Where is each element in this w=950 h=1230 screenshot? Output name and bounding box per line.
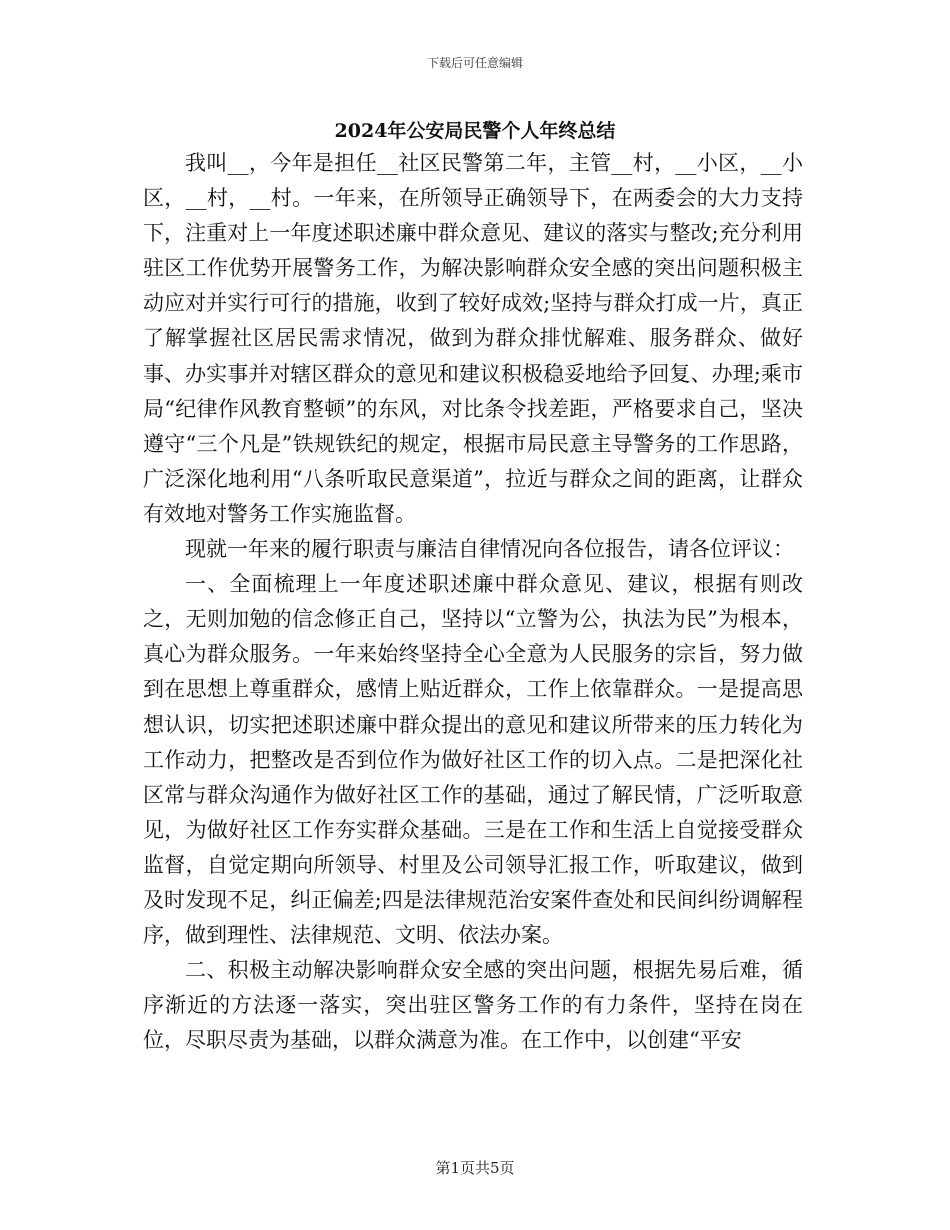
document-title: 2024年公安局民警个人年终总结 <box>334 120 616 142</box>
document-body <box>143 146 803 1058</box>
paragraph: 现就一年来的履行职责与廉洁自律情况向各位报告，请各位评议： <box>185 537 794 562</box>
header-note: 下载后可任意编辑 <box>426 56 523 70</box>
paragraph: 我叫__，今年是担任__社区民警第二年，主管__村，__小区，__小区，__村，__村。一年来，在所领导正确领导下，在两委会的大力支持下，注重对上一年度述职述廉中群众意见、建议的落实与整改;充分利用驻区工作优势开展警务工作，为解决影响群众安全感的突出问题积极主动应对并实行可行的措施，收到了较好成效;坚持与群众打成一片，真正了解掌握社区居民需求情况，做到为群众排忧解难、服务群众、做好事、办实事并对辖区群众的意见和建议积极稳妥地给予回复、办理;乘市局“纪律作风教育整顿”的东风，对比条令找差距，严格要求自己，坚决遵守“三个凡是”铁规铁纪的规定，根据市局民意主导警务的工作思路，广泛深化地利用“八条听取民意渠道”，拉近与群众之间的距离，让群众有效地对警务工作实施监督。 <box>143 151 803 526</box>
paragraph: 二、积极主动解决影响群众安全感的突出问题，根据先易后难，循序渐近的方法逐一落实，突出驻区警务工作的有力条件，坚持在岗在位，尽职尽责为基础，以群众满意为准。在工作中，以创建“平安 <box>143 958 803 1053</box>
page-footer: 第1页共5页 <box>435 1159 515 1177</box>
paragraph: 一、全面梳理上一年度述职述廉中群众意见、建议，根据有则改之，无则加勉的信念修正自己，坚持以“立警为公，执法为民”为根本，真心为群众服务。一年来始终坚持全心全意为人民服务的宗旨，努力做到在思想上尊重群众，感情上贴近群众，工作上依靠群众。一是提高思想认识，切实把述职述廉中群众提出的意见和建议所带来的压力转化为工作动力，把整改是否到位作为做好社区工作的切入点。二是把深化社区常与群众沟通作为做好社区工作的基础，通过了解民情，广泛听取意见，为做好社区工作夯实群众基础。三是在工作和生活上自觉接受群众监督，自觉定期向所领导、村里及公司领导汇报工作，听取建议，做到及时发现不足，纠正偏差;四是法律规范治安案件查处和民间纠纷调解程序，做到理性、法律规范、文明、依法办案。 <box>143 572 803 948</box>
